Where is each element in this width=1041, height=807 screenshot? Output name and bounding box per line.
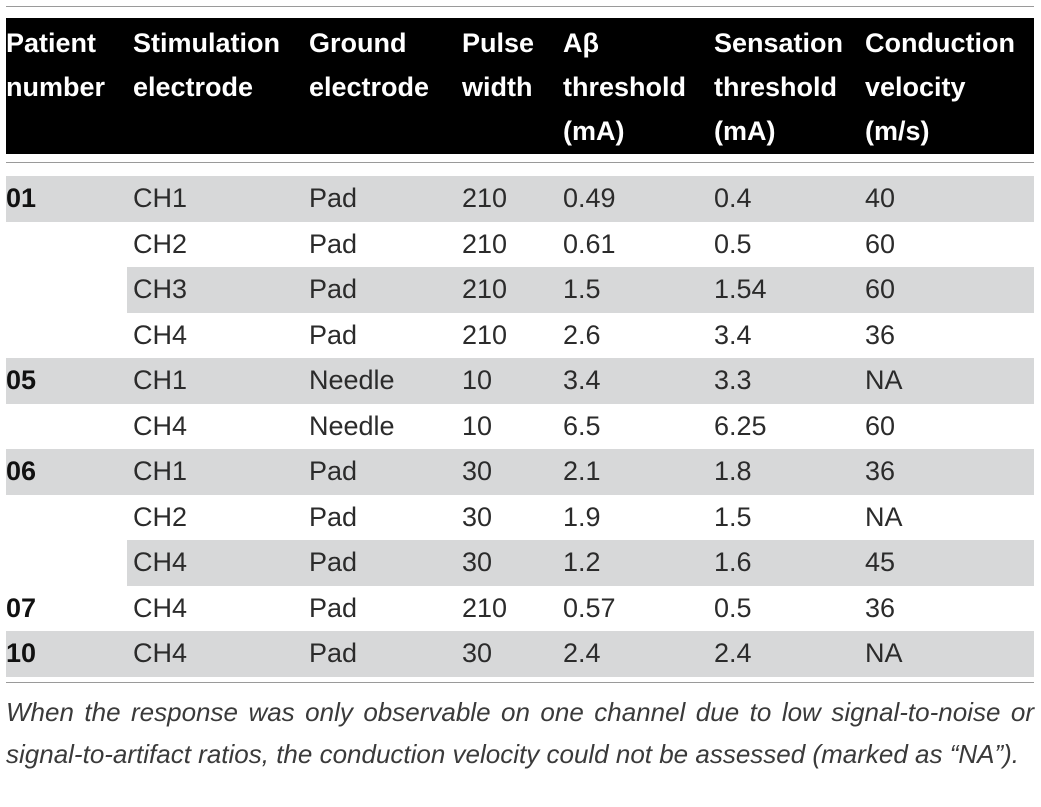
header-line: electrode — [309, 72, 430, 102]
stimulation-electrode-cell: CH1 — [133, 456, 188, 486]
sensation-threshold-cell: 1.54 — [714, 274, 767, 304]
ground-electrode-cell: Pad — [309, 501, 358, 532]
table-row — [6, 631, 1034, 677]
stimulation-electrode-cell: CH4 — [133, 319, 188, 350]
header-line: (m/s) — [865, 116, 930, 146]
header-line: (mA) — [563, 116, 625, 146]
pulse-width-cell: 30 — [462, 638, 493, 668]
abeta-threshold-cell: 1.9 — [563, 501, 601, 532]
pulse-width-cell: 210 — [462, 319, 508, 350]
table-bottom-rule — [6, 682, 1034, 683]
table-row — [6, 267, 1034, 313]
header-line: electrode — [133, 72, 254, 102]
sensation-threshold-cell: 0.4 — [714, 183, 752, 213]
stimulation-electrode-cell: CH4 — [133, 638, 188, 668]
table-body — [6, 176, 1034, 677]
table-row — [6, 404, 1034, 450]
header-line: number — [6, 72, 106, 102]
abeta-threshold-cell: 2.1 — [563, 456, 601, 486]
abeta-threshold-cell: 1.5 — [563, 274, 601, 304]
header-line: width — [462, 72, 533, 102]
top-rule — [6, 6, 1034, 7]
table-row — [6, 495, 1034, 541]
header-stimulation-electrode — [133, 21, 280, 109]
pulse-width-cell: 10 — [462, 410, 493, 441]
pulse-width-cell: 10 — [462, 365, 493, 395]
ground-electrode-cell: Needle — [309, 410, 395, 441]
sensation-threshold-cell: 0.5 — [714, 592, 752, 623]
patient-number-cell: 10 — [6, 638, 37, 668]
abeta-threshold-cell: 3.4 — [563, 365, 601, 395]
conduction-velocity-cell: 40 — [865, 183, 896, 213]
header-line: velocity — [865, 72, 966, 102]
ground-electrode-cell: Pad — [309, 547, 358, 577]
table-row — [6, 540, 1034, 586]
pulse-width-cell: 210 — [462, 592, 508, 623]
table-row — [6, 176, 1034, 222]
ground-electrode-cell: Pad — [309, 638, 358, 668]
table-header — [6, 18, 1034, 154]
conduction-velocity-cell: 45 — [865, 547, 896, 577]
stimulation-electrode-cell: CH2 — [133, 228, 188, 259]
sensation-threshold-cell: 3.4 — [714, 319, 752, 350]
table-row — [6, 449, 1034, 495]
abeta-threshold-cell: 0.49 — [563, 183, 616, 213]
table-row — [6, 313, 1034, 359]
pulse-width-cell: 30 — [462, 456, 493, 486]
header-line: threshold — [563, 72, 687, 102]
pulse-width-cell: 30 — [462, 547, 493, 577]
stimulation-electrode-cell: CH4 — [133, 592, 188, 623]
header-line: Pulse — [462, 28, 535, 58]
header-line: Aβ — [563, 28, 599, 58]
conduction-velocity-cell: 60 — [865, 410, 896, 441]
ground-electrode-cell: Pad — [309, 228, 358, 259]
conduction-velocity-cell: NA — [865, 365, 903, 395]
sensation-threshold-cell: 6.25 — [714, 410, 767, 441]
stimulation-electrode-cell: CH3 — [133, 274, 188, 304]
patient-number-cell: 07 — [6, 592, 37, 623]
ground-electrode-cell: Needle — [309, 365, 395, 395]
abeta-threshold-cell: 2.6 — [563, 319, 601, 350]
conduction-velocity-cell: 36 — [865, 456, 896, 486]
ground-electrode-cell: Pad — [309, 456, 358, 486]
conduction-velocity-cell: NA — [865, 638, 903, 668]
header-line: Ground — [309, 28, 407, 58]
patient-number-cell: 06 — [6, 456, 37, 486]
pulse-width-cell: 210 — [462, 228, 508, 259]
header-line: threshold — [714, 72, 838, 102]
header-line: Patient — [6, 28, 97, 58]
header-patient-number — [6, 21, 105, 109]
header-ground-electrode — [309, 21, 429, 109]
patient-number-cell: 05 — [6, 365, 37, 395]
table-row — [6, 222, 1034, 268]
header-line: (mA) — [714, 116, 776, 146]
header-pulse-width — [462, 21, 534, 109]
patient-number-cell: 01 — [6, 183, 37, 213]
stimulation-electrode-cell: CH2 — [133, 501, 188, 532]
abeta-threshold-cell: 1.2 — [563, 547, 601, 577]
pulse-width-cell: 210 — [462, 183, 508, 213]
abeta-threshold-cell: 0.57 — [563, 592, 616, 623]
stimulation-electrode-cell: CH4 — [133, 410, 188, 441]
conduction-velocity-cell: 36 — [865, 592, 896, 623]
sensation-threshold-cell: 1.8 — [714, 456, 752, 486]
conduction-velocity-cell: NA — [865, 501, 903, 532]
pulse-width-cell: 30 — [462, 501, 493, 532]
ground-electrode-cell: Pad — [309, 592, 358, 623]
stimulation-electrode-cell: CH4 — [133, 547, 188, 577]
conduction-velocity-cell: 60 — [865, 274, 896, 304]
pulse-width-cell: 210 — [462, 274, 508, 304]
header-sensation-threshold — [714, 21, 843, 153]
table-footnote: When the response was only observable on one channel due to low signal-to-noise or signal-to-artifact ratios, the conduction velocity could not be assessed (marked as “NA”). — [6, 697, 1034, 769]
sensation-threshold-cell: 1.5 — [714, 501, 752, 532]
abeta-threshold-cell: 0.61 — [563, 228, 616, 259]
sensation-threshold-cell: 3.3 — [714, 365, 752, 395]
table-row — [6, 358, 1034, 404]
ground-electrode-cell: Pad — [309, 183, 358, 213]
stimulation-electrode-cell: CH1 — [133, 183, 188, 213]
header-abeta-threshold — [563, 21, 686, 153]
header-line: Sensation — [714, 28, 844, 58]
ground-electrode-cell: Pad — [309, 319, 358, 350]
stimulation-electrode-cell: CH1 — [133, 365, 188, 395]
header-bottom-rule — [6, 162, 1034, 163]
sensation-threshold-cell: 1.6 — [714, 547, 752, 577]
sensation-threshold-cell: 2.4 — [714, 638, 752, 668]
conduction-velocity-cell: 36 — [865, 319, 896, 350]
header-line: Conduction — [865, 28, 1015, 58]
header-conduction-velocity — [865, 21, 1015, 153]
ground-electrode-cell: Pad — [309, 274, 358, 304]
table-row — [6, 586, 1034, 632]
abeta-threshold-cell: 6.5 — [563, 410, 601, 441]
header-line: Stimulation — [133, 28, 280, 58]
abeta-threshold-cell: 2.4 — [563, 638, 601, 668]
conduction-velocity-cell: 60 — [865, 228, 896, 259]
sensation-threshold-cell: 0.5 — [714, 228, 752, 259]
